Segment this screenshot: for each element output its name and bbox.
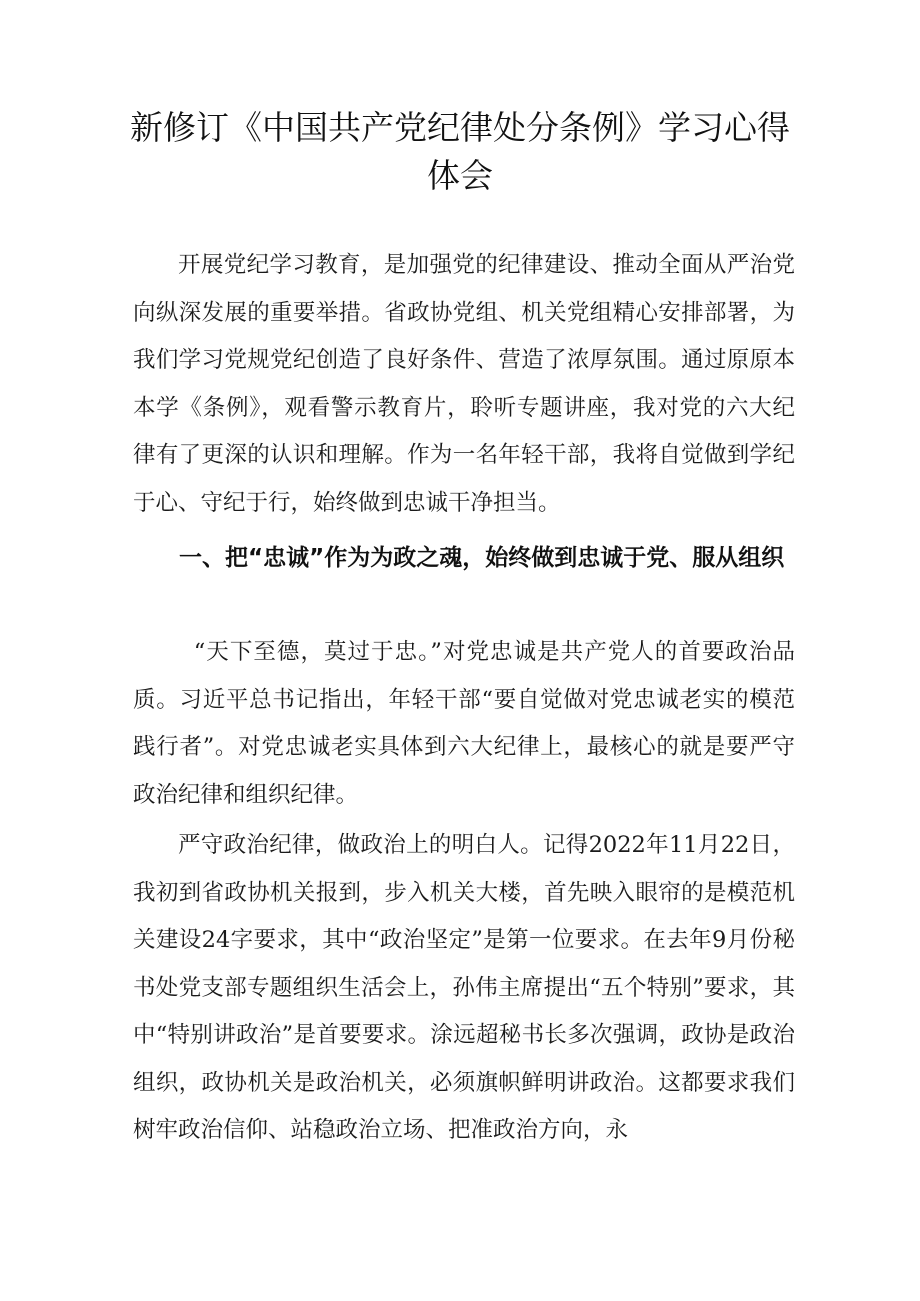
political-discipline-paragraph: 严守政治纪律，做政治上的明白人。记得2022年11月22日，我初到省政协机关报到，步入机关大楼，首先映入眼帘的是模范机关建设24字要求，其中“政治坚定”是第一位要求。在去年9月份秘书处党支部专题组织生活会上，孙伟主席提出“五个特别”要求，其中“特别讲政治”是首要要求。涂远超秘书长多次强调，政协是政治组织，政协机关是政治机关，必须旗帜鲜明讲政治。这都要求我们树牢政治信仰、站稳政治立场、把准政治方向，永 <box>133 832 795 1143</box>
document-title: 新修订《中国共产党纪律处分条例》学习心得体会 <box>130 108 790 195</box>
section-heading-1: 一、把“忠诚”作为为政之魂，始终做到忠诚于党、服从组织 <box>179 545 785 571</box>
intro-paragraph: 开展党纪学习教育，是加强党的纪律建设、推动全面从严治党向纵深发展的重要举措。省政协党组、机关党组精心安排部署，为我们学习党规党纪创造了良好条件、营造了浓厚氛围。通过原原本本学《条例》，观看警示教育片，聆听专题讲座，我对党的六大纪律有了更深的认识和理解。作为一名年轻干部，我将自觉做到学纪于心、守纪于行，始终做到忠诚干净担当。 <box>133 252 795 516</box>
loyalty-paragraph: “天下至德，莫过于忠。”对党忠诚是共产党人的首要政治品质。习近平总书记指出，年轻干部“要自觉做对党忠诚老实的模范践行者”。对党忠诚老实具体到六大纪律上，最核心的就是要严守政治纪律和组织纪律。 <box>133 639 795 808</box>
